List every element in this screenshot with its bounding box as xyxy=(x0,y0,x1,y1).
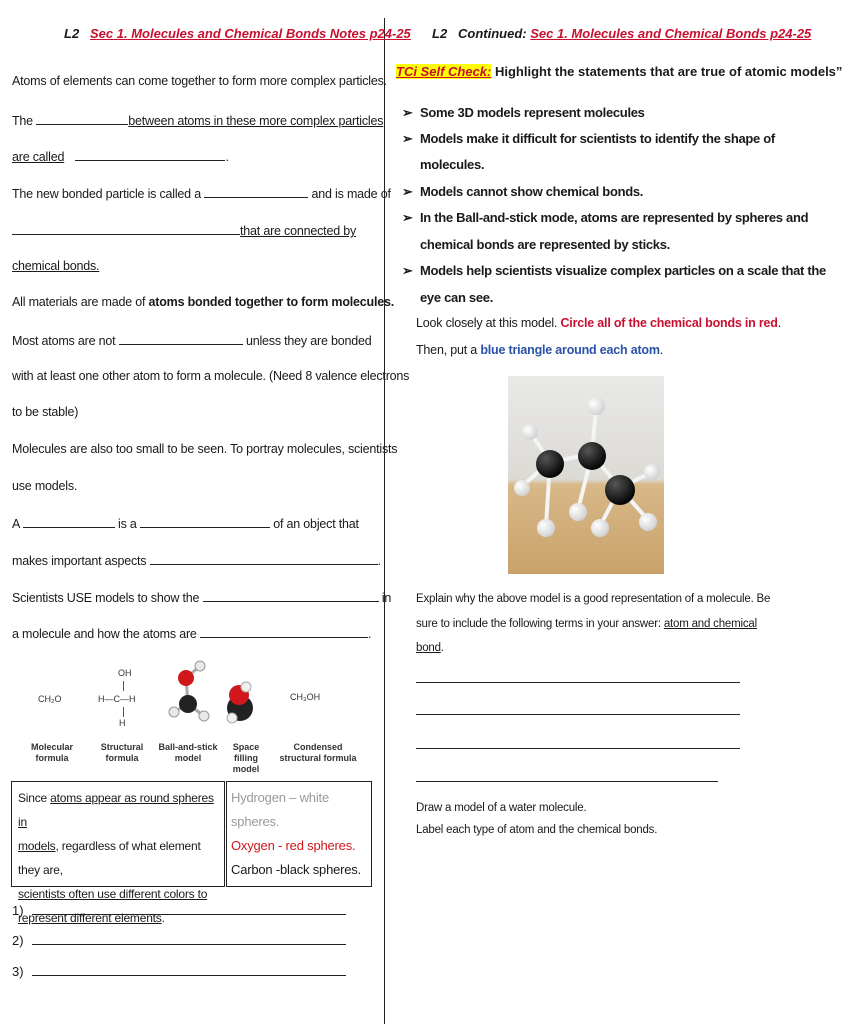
left-header-title: Sec 1. Molecules and Chemical Bonds Notes p24-25 xyxy=(90,26,411,41)
fill-blank[interactable] xyxy=(140,515,270,528)
notes-line-7: All materials are made of atoms bonded together to form molecules. xyxy=(12,295,395,309)
right-header: L2 Continued: Sec 1. Molecules and Chemical Bonds p24-25 xyxy=(432,26,812,41)
hydrogen-color: Hydrogen – white spheres. xyxy=(231,790,329,829)
arrow-bullet-icon: ➢ xyxy=(402,131,413,146)
check-item-4[interactable]: ➢ In the Ball-and-stick mode, atoms are represented by spheres and xyxy=(402,210,809,225)
arrow-bullet-icon: ➢ xyxy=(402,184,413,199)
left-column xyxy=(0,0,411,1024)
arrow-bullet-icon: ➢ xyxy=(402,263,413,278)
numbered-answer-3: 3) xyxy=(12,963,346,979)
molecular-formula-text: CH₂O xyxy=(38,694,62,704)
explain-answer-line-1[interactable] xyxy=(416,682,740,683)
answer-line[interactable] xyxy=(32,963,346,976)
fill-blank[interactable] xyxy=(150,552,378,565)
structural-bond-top xyxy=(123,681,124,691)
fill-blank[interactable] xyxy=(203,589,379,602)
fill-blank[interactable] xyxy=(36,112,128,125)
arrow-bullet-icon: ➢ xyxy=(402,105,413,120)
notes-line-4: The new bonded particle is called a and is made of xyxy=(12,187,391,201)
left-header: L2 Sec 1. Molecules and Chemical Bonds Notes p24-25 xyxy=(64,26,411,41)
atom-colors-box xyxy=(226,781,372,887)
fill-blank[interactable] xyxy=(12,222,240,235)
ball-and-stick-photo xyxy=(508,376,664,574)
check-item-2[interactable]: ➢ Models make it difficult for scientists to identify the shape of xyxy=(402,131,775,146)
label-ball-and-stick: Ball-and-stick model xyxy=(158,742,218,763)
check-item-2-cont: molecules. xyxy=(420,157,485,172)
answer-line[interactable] xyxy=(32,932,346,945)
notes-line-9: with at least one other atom to form a molecule. (Need 8 valence electrons xyxy=(12,369,410,383)
oxygen-color: Oxygen - red spheres. xyxy=(231,838,356,853)
structural-bond-bottom xyxy=(123,707,124,717)
notes-line-8: Most atoms are not unless they are bonded xyxy=(12,334,372,348)
numbered-answer-1: 1) xyxy=(12,902,346,918)
notes-line-13: A is a of an object that xyxy=(12,517,359,531)
notes-line-16: a molecule and how the atoms are . xyxy=(12,627,372,641)
explain-answer-line-4[interactable] xyxy=(416,781,718,782)
notes-line-14: makes important aspects . xyxy=(12,554,381,568)
structural-h: H xyxy=(119,718,126,728)
molecule-models-figure xyxy=(30,662,360,772)
carbon-color: Carbon -black spheres. xyxy=(231,862,361,877)
label-condensed-structural: Condensed structural formula xyxy=(279,742,357,763)
fill-blank[interactable] xyxy=(119,332,243,345)
label-structural-formula: Structural formula xyxy=(100,742,144,763)
notes-line-11: Molecules are also too small to be seen. To portray molecules, scientists xyxy=(12,442,398,456)
fill-blank[interactable] xyxy=(200,625,368,638)
numbered-answer-2: 2) xyxy=(12,932,346,948)
draw-instruction-1: Draw a model of a water molecule. xyxy=(416,802,587,814)
notes-line-12: use models. xyxy=(12,479,78,493)
check-item-1[interactable]: ➢ Some 3D models represent molecules xyxy=(402,105,645,120)
right-header-title: Sec 1. Molecules and Chemical Bonds p24-25 xyxy=(530,26,812,41)
column-divider xyxy=(384,18,385,1024)
fill-blank[interactable] xyxy=(75,148,225,161)
answer-line[interactable] xyxy=(32,902,346,915)
check-item-5-cont: eye can see. xyxy=(420,290,494,305)
structural-oh: OH xyxy=(118,668,132,678)
notes-line-5: that are connected by xyxy=(12,222,356,238)
fill-blank[interactable] xyxy=(204,185,308,198)
ball-and-stick-model xyxy=(168,656,218,726)
notes-line-1: Atoms of elements can come together to form more complex particles. xyxy=(12,74,387,88)
draw-instruction-2: Label each type of atom and the chemical bonds. xyxy=(416,824,658,836)
check-item-5[interactable]: ➢ Models help scientists visualize complex particles on a scale that the xyxy=(402,263,826,278)
explain-line-1: Explain why the above model is a good representation of a molecule. Be xyxy=(416,593,771,605)
condensed-formula-text: CH₃OH xyxy=(290,692,321,702)
label-space-filling: Space filling model xyxy=(232,742,260,774)
structural-mid: H—C—H xyxy=(98,694,136,704)
triangle-instruction: Then, put a blue triangle around each atom. xyxy=(416,343,664,357)
explain-answer-line-3[interactable] xyxy=(416,748,740,749)
label-molecular-formula: Molecular formula xyxy=(30,742,73,763)
notes-line-6: chemical bonds. xyxy=(12,259,100,273)
notes-line-15: Scientists USE models to show the in xyxy=(12,591,392,605)
explain-answer-line-2[interactable] xyxy=(416,714,740,715)
arrow-bullet-icon: ➢ xyxy=(402,210,413,225)
fill-blank[interactable] xyxy=(23,515,115,528)
check-item-4-cont: chemical bonds are represented by sticks. xyxy=(420,237,670,252)
explain-line-2: sure to include the following terms in your answer: atom and chemical xyxy=(416,618,757,630)
explain-line-3: bond. xyxy=(416,642,444,654)
tci-self-check: TCi Self Check: Highlight the statements that are true of atomic models” xyxy=(396,64,842,79)
check-item-3[interactable]: ➢ Models cannot show chemical bonds. xyxy=(402,184,644,199)
notes-line-10: to be stable) xyxy=(12,405,79,419)
notes-line-3: are called . xyxy=(12,150,229,164)
right-column xyxy=(388,0,842,1024)
color-explanation-box: Since atoms appear as round spheres in models, regardless of what element they are, scientists often use different colors to represent different elements. xyxy=(11,781,225,887)
notes-line-2: The between atoms in these more complex particles xyxy=(12,114,384,128)
look-closely-text: Look closely at this model. Circle all of the chemical bonds in red. xyxy=(416,316,782,330)
space-filling-model xyxy=(222,682,258,724)
